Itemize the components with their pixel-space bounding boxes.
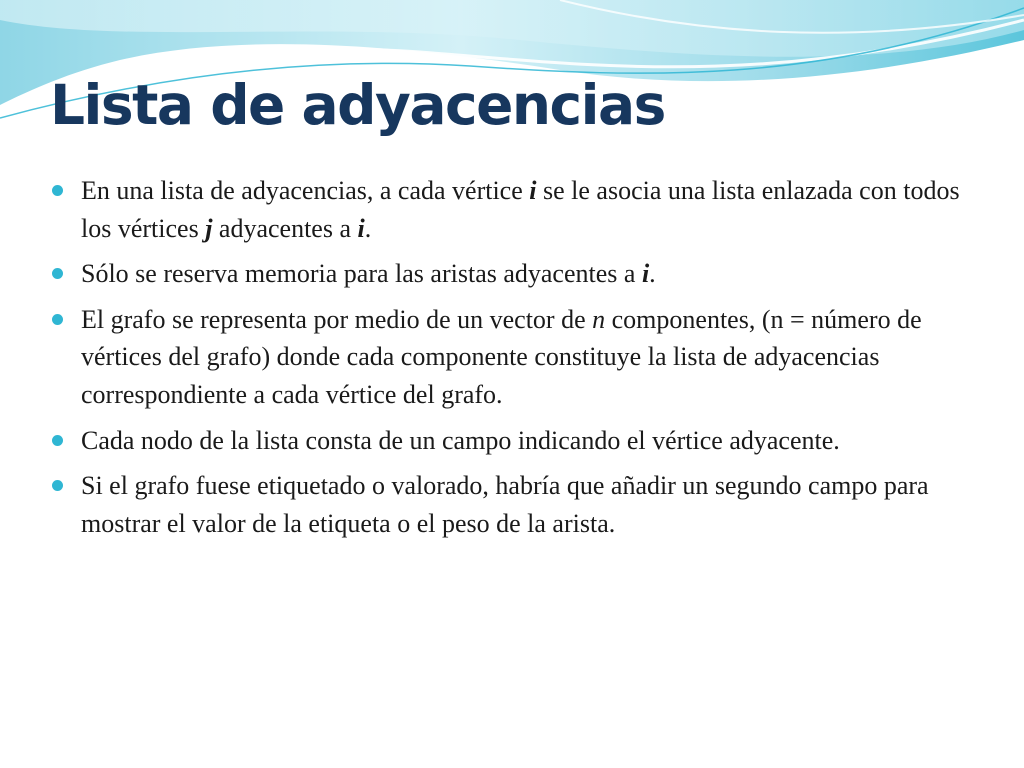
bullet-text-run: Sólo se reserva memoria para las aristas adyacentes a bbox=[81, 259, 642, 289]
bullet-dot-icon bbox=[52, 185, 63, 196]
bullet-item bbox=[81, 172, 981, 247]
bullet-text-run: i bbox=[529, 176, 537, 205]
bullet-text-run: j bbox=[205, 213, 213, 243]
bullet-item bbox=[81, 301, 981, 414]
bullet-dot-icon bbox=[52, 435, 63, 446]
slide-title: Lista de adyacencias bbox=[50, 73, 665, 137]
bullet-text-run: i bbox=[641, 259, 650, 289]
bullet-dot-icon bbox=[52, 480, 63, 491]
bullet-text-run: se le asocia una lista enlazada con todos los vértices bbox=[81, 176, 960, 243]
bullet-list bbox=[81, 172, 981, 550]
bullet-text-run: n bbox=[592, 304, 606, 334]
bullet-text-run: adyacentes a bbox=[212, 213, 358, 243]
bullet-text-run: Cada nodo de la lista consta de un campo indicando el vértice adyacente. bbox=[81, 425, 840, 455]
bullet-dot-icon bbox=[52, 268, 63, 279]
bullet-text-run: Si el grafo fuese etiquetado o valorado, habría que añadir un segundo campo para mostrar el valor de la etiqueta o el peso de la arista. bbox=[81, 471, 929, 538]
bullet-dot-icon bbox=[52, 314, 63, 325]
bullet-text-run: El grafo se representa por medio de un vector de bbox=[81, 304, 593, 334]
bullet-text-run: componentes, (n = número de vértices del grafo) donde cada componente constituye la lista de adyacencias correspondiente a cada vértice del grafo. bbox=[81, 304, 922, 409]
bullet-item bbox=[81, 422, 981, 460]
bullet-item bbox=[81, 255, 981, 293]
bullet-item bbox=[81, 467, 981, 542]
bullet-text-run: En una lista de adyacencias, a cada vértice bbox=[81, 176, 530, 205]
bullet-text-run: i bbox=[357, 213, 365, 243]
bullet-text-run: . bbox=[649, 259, 656, 289]
bullet-text-run: . bbox=[364, 213, 372, 243]
